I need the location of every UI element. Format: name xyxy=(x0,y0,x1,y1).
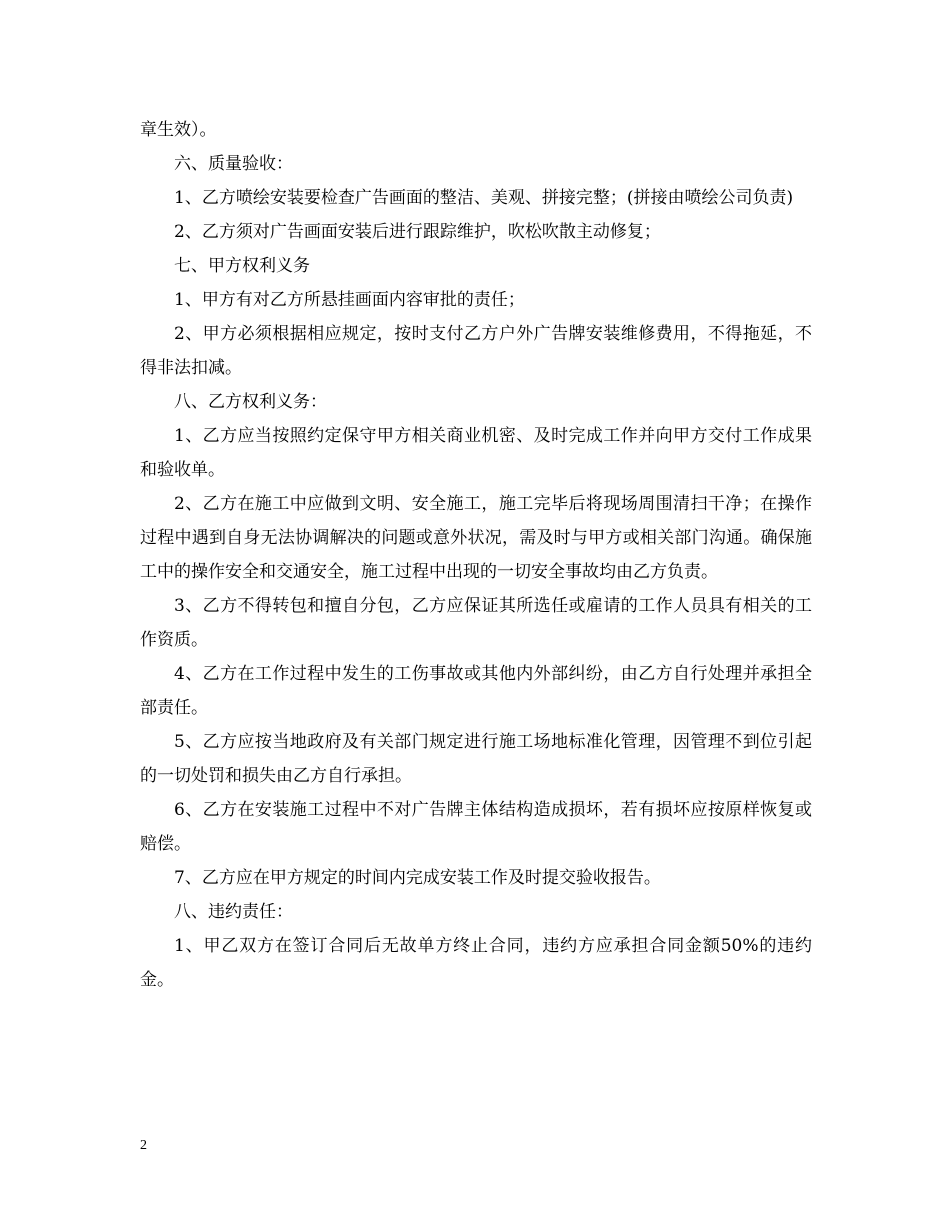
paragraph: 1、乙方喷绘安装要检查广告画面的整洁、美观、拼接完整；(拼接由喷绘公司负责) xyxy=(174,188,794,208)
paragraph: 4、乙方在工作过程中发生的工伤事故或其他内外部纠纷，由乙方自行处理并承担全部责任。 xyxy=(140,664,812,718)
paragraph: 7、乙方应在甲方规定的时间内完成安装工作及时提交验收报告。 xyxy=(174,868,661,888)
paragraph: 6、乙方在安装施工过程中不对广告牌主体结构造成损坏，若有损坏应按原样恢复或赔偿。 xyxy=(140,800,812,854)
section-heading: 八、违约责任： xyxy=(174,902,293,922)
section-heading: 八、乙方权利义务： xyxy=(174,392,327,412)
section-heading: 七、甲方权利义务 xyxy=(174,256,310,276)
paragraph: 5、乙方应按当地政府及有关部门规定进行施工场地标准化管理，因管理不到位引起的一切处罚和损失由乙方自行承担。 xyxy=(140,732,812,786)
document-body xyxy=(140,113,812,997)
paragraph: 1、甲乙双方在签订合同后无故单方终止合同，违约方应承担合同金额50%的违约金。 xyxy=(140,936,812,990)
paragraph: 1、甲方有对乙方所悬挂画面内容审批的责任； xyxy=(174,290,525,310)
paragraph: 1、乙方应当按照约定保守甲方相关商业机密、及时完成工作并向甲方交付工作成果和验收单。 xyxy=(140,426,812,480)
paragraph: 2、甲方必须根据相应规定，按时支付乙方户外广告牌安装维修费用，不得拖延，不得非法扣减。 xyxy=(140,324,812,378)
paragraph: 3、乙方不得转包和擅自分包，乙方应保证其所选任或雇请的工作人员具有相关的工作资质。 xyxy=(140,596,812,650)
page-number: 2 xyxy=(140,1138,147,1153)
paragraph: 2、乙方在施工中应做到文明、安全施工，施工完毕后将现场周围清扫干净；在操作过程中遇到自身无法协调解决的问题或意外状况，需及时与甲方或相关部门沟通。确保施工中的操作安全和交通安全，施工过程中出现的一切安全事故均由乙方负责。 xyxy=(140,494,812,582)
paragraph: 章生效）。 xyxy=(140,120,217,140)
section-heading: 六、质量验收： xyxy=(174,154,293,174)
paragraph: 2、乙方须对广告画面安装后进行跟踪维护，吹松吹散主动修复； xyxy=(174,222,661,242)
